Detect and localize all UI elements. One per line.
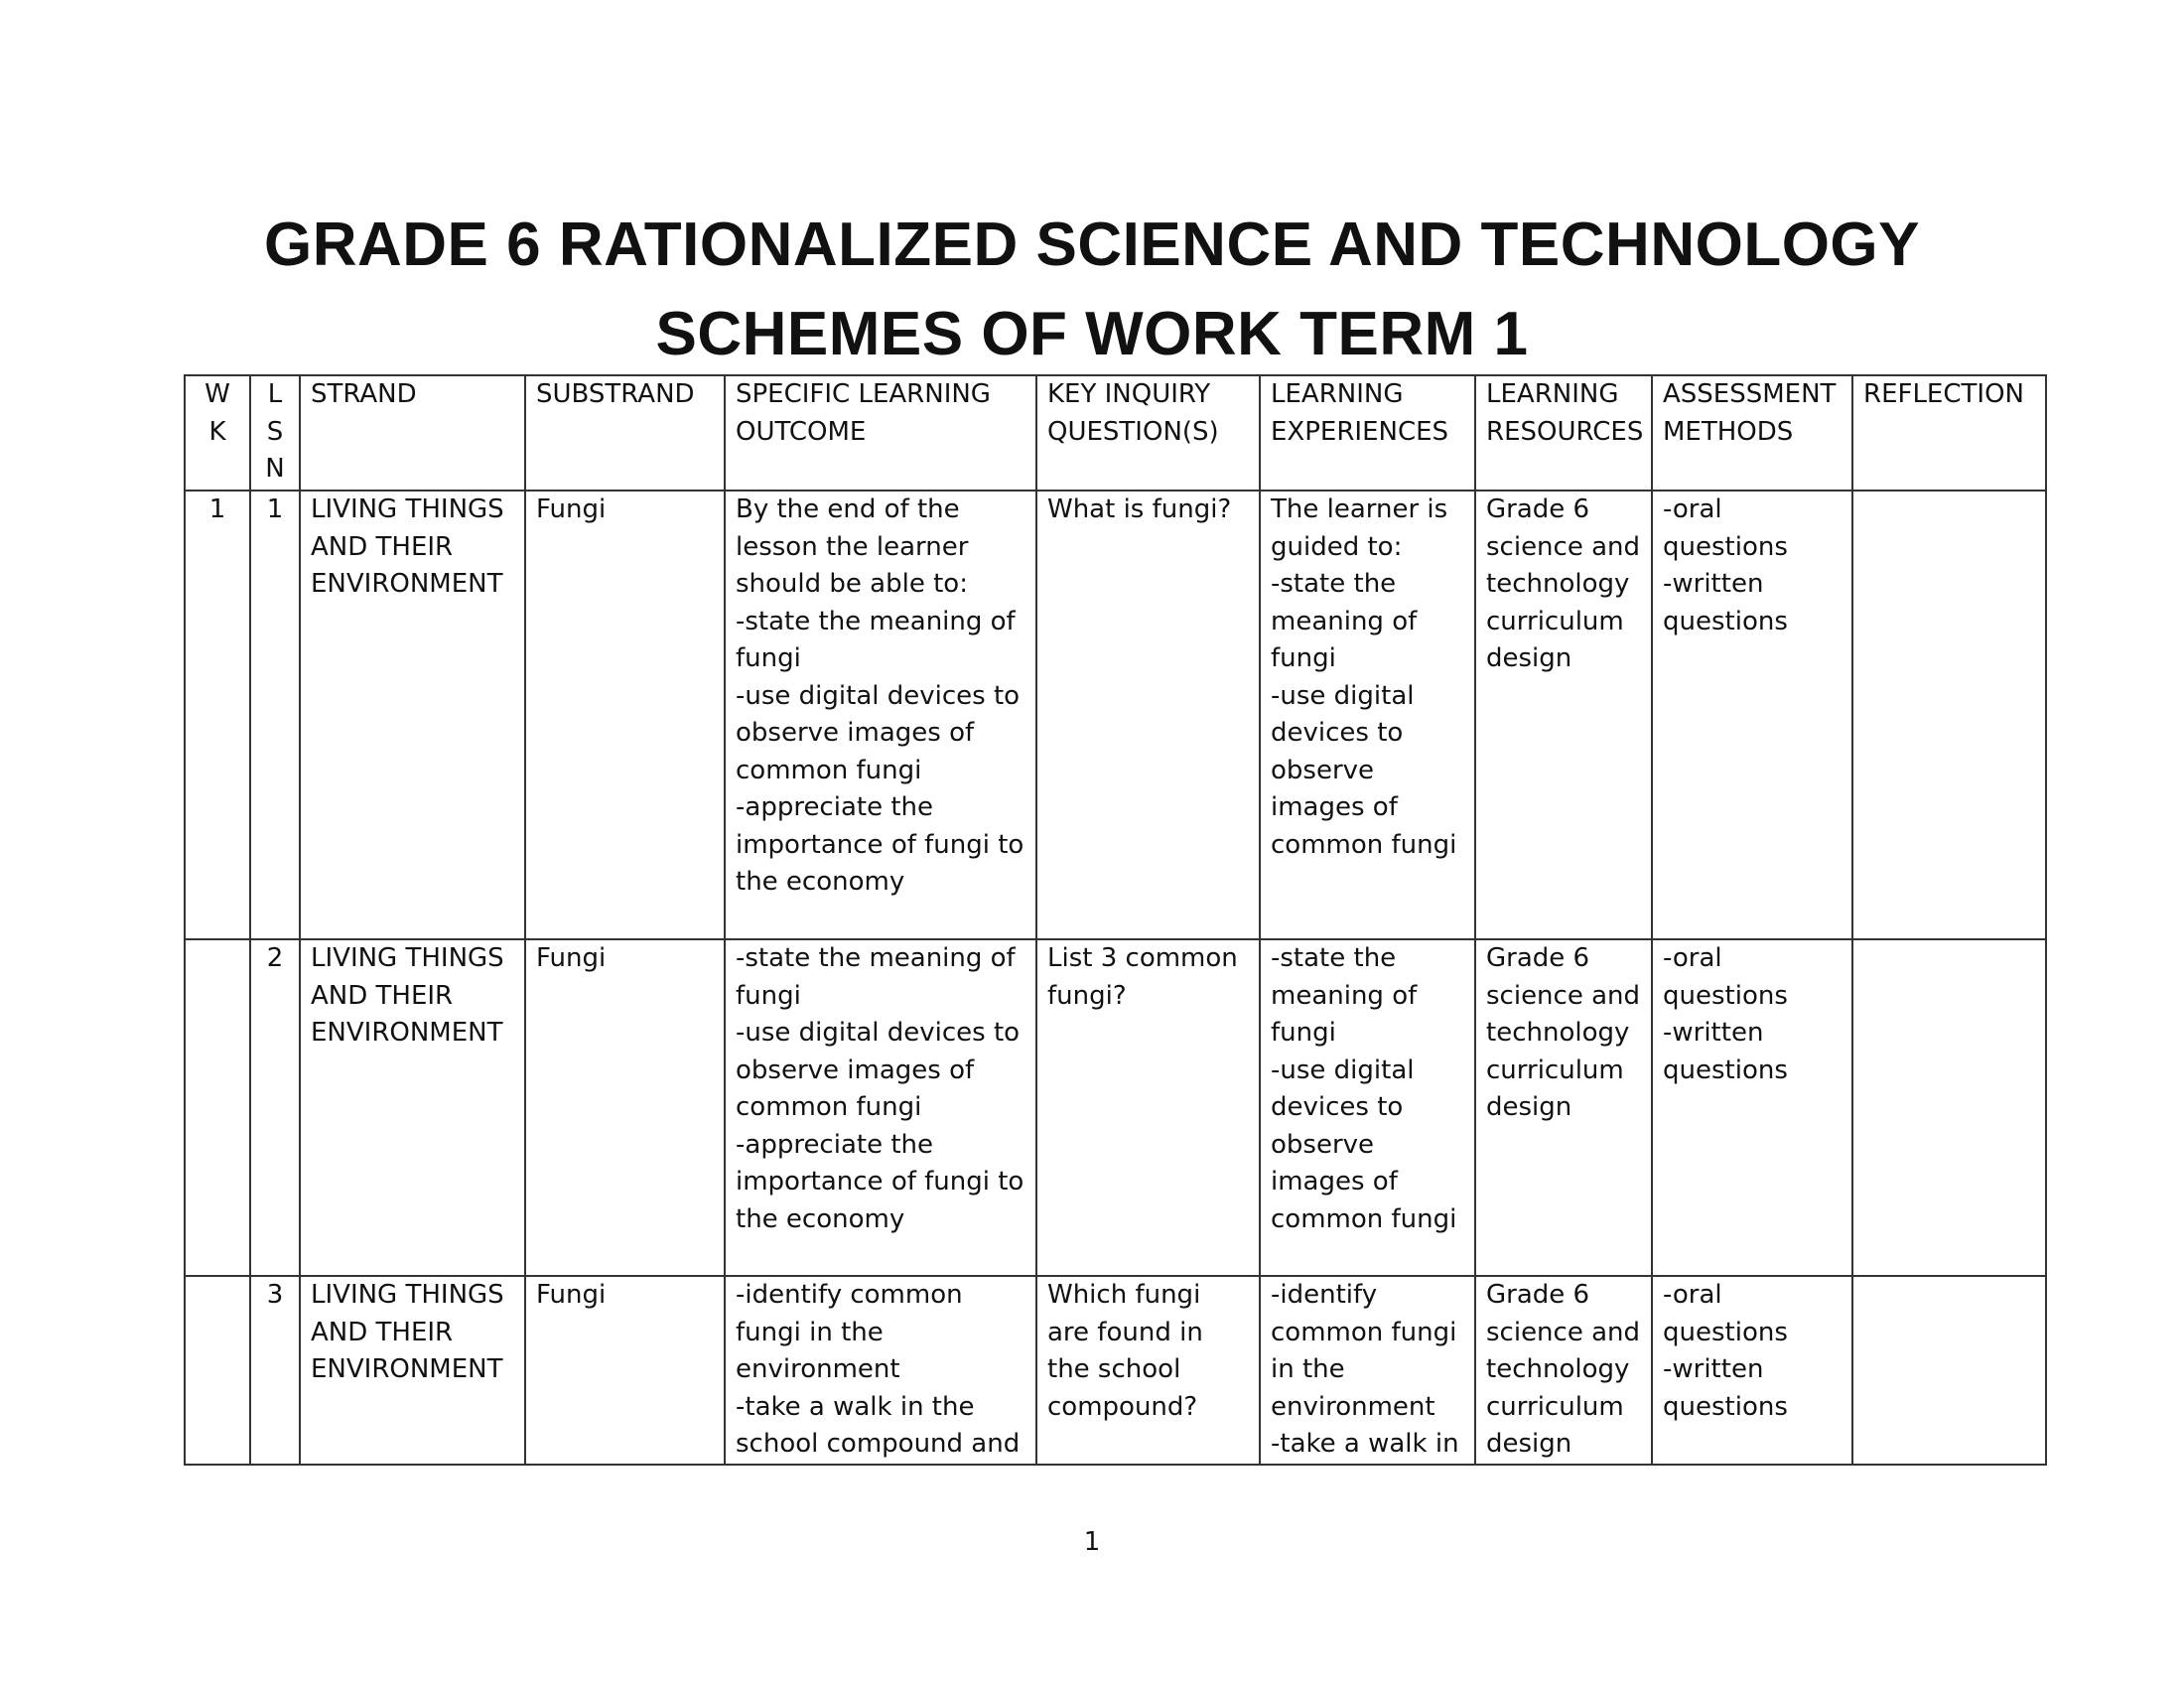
schemes-of-work-table <box>184 374 2047 1466</box>
header-week: W K <box>185 375 250 491</box>
cell-substrand: Fungi <box>525 491 725 939</box>
cell-learning-resources: Grade 6 science and technology curriculum design <box>1475 1276 1652 1465</box>
header-learning-resources: LEARNING RESOURCES <box>1475 375 1652 491</box>
document-title-line-2: SCHEMES OF WORK TERM 1 <box>655 300 1529 368</box>
cell-key-inquiry-question: List 3 common fungi? <box>1036 939 1260 1276</box>
table-row <box>185 1276 2046 1465</box>
cell-strand: LIVING THINGS AND THEIR ENVIRONMENT <box>300 1276 525 1465</box>
page-number: 1 <box>1083 1527 1101 1557</box>
document-title-line-1: GRADE 6 RATIONALIZED SCIENCE AND TECHNOLOGY <box>263 211 1920 279</box>
table-row <box>185 939 2046 1276</box>
table-row <box>185 491 2046 939</box>
cell-assessment-methods: -oral questions -written questions <box>1652 491 1852 939</box>
header-reflection: REFLECTION <box>1852 375 2046 491</box>
cell-substrand: Fungi <box>525 939 725 1276</box>
table-header-row <box>185 375 2046 491</box>
cell-specific-learning-outcome: -identify common fungi in the environment -take a walk in the school compound and <box>725 1276 1036 1465</box>
cell-lesson: 2 <box>250 939 300 1276</box>
cell-learning-resources: Grade 6 science and technology curriculum design <box>1475 491 1652 939</box>
cell-learning-experiences: The learner is guided to: -state the meaning of fungi -use digital devices to observe images of common fungi <box>1260 491 1475 939</box>
cell-key-inquiry-question: What is fungi? <box>1036 491 1260 939</box>
cell-learning-experiences: -identify common fungi in the environment -take a walk in <box>1260 1276 1475 1465</box>
cell-reflection <box>1852 939 2046 1276</box>
header-strand: STRAND <box>300 375 525 491</box>
header-learning-experiences: LEARNING EXPERIENCES <box>1260 375 1475 491</box>
cell-strand: LIVING THINGS AND THEIR ENVIRONMENT <box>300 491 525 939</box>
header-assessment-methods: ASSESSMENT METHODS <box>1652 375 1852 491</box>
header-specific-learning-outcome: SPECIFIC LEARNING OUTCOME <box>725 375 1036 491</box>
cell-assessment-methods: -oral questions -written questions <box>1652 939 1852 1276</box>
cell-week <box>185 939 250 1276</box>
cell-strand: LIVING THINGS AND THEIR ENVIRONMENT <box>300 939 525 1276</box>
cell-learning-resources: Grade 6 science and technology curriculum design <box>1475 939 1652 1276</box>
header-lesson: L S N <box>250 375 300 491</box>
cell-specific-learning-outcome: By the end of the lesson the learner should be able to: -state the meaning of fungi -use digital devices to observe images of common fungi -appreciate the importance of fungi to the economy <box>725 491 1036 939</box>
cell-learning-experiences: -state the meaning of fungi -use digital devices to observe images of common fungi <box>1260 939 1475 1276</box>
cell-specific-learning-outcome: -state the meaning of fungi -use digital devices to observe images of common fungi -appreciate the importance of fungi to the economy <box>725 939 1036 1276</box>
cell-reflection <box>1852 1276 2046 1465</box>
header-substrand: SUBSTRAND <box>525 375 725 491</box>
cell-assessment-methods: -oral questions -written questions <box>1652 1276 1852 1465</box>
cell-week <box>185 1276 250 1465</box>
cell-key-inquiry-question: Which fungi are found in the school compound? <box>1036 1276 1260 1465</box>
cell-reflection <box>1852 491 2046 939</box>
cell-substrand: Fungi <box>525 1276 725 1465</box>
cell-lesson: 3 <box>250 1276 300 1465</box>
cell-lesson: 1 <box>250 491 300 939</box>
cell-week: 1 <box>185 491 250 939</box>
header-key-inquiry-questions: KEY INQUIRY QUESTION(S) <box>1036 375 1260 491</box>
